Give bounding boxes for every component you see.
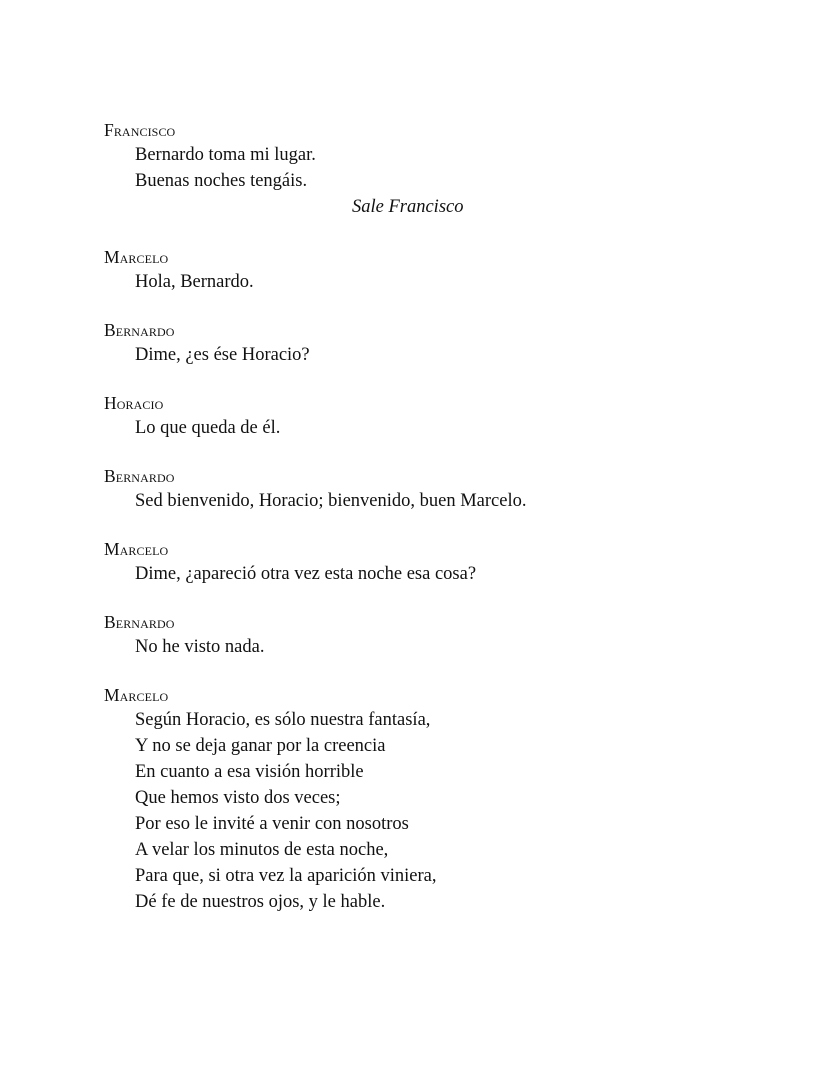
speech-francisco xyxy=(104,118,724,220)
speech-line: En cuanto a esa visión horrible xyxy=(135,762,364,782)
speech-line: Bernardo toma mi lugar. xyxy=(135,145,316,165)
speech-lines xyxy=(104,488,724,514)
speech-line: No he visto nada. xyxy=(135,637,265,657)
speech-line: Por eso le invité a venir con nosotros xyxy=(135,814,409,834)
speaker-name: Francisco xyxy=(104,120,176,140)
speech-line: Según Horacio, es sólo nuestra fantasía, xyxy=(135,710,431,730)
speech-lines xyxy=(104,342,724,368)
speaker-name: Bernardo xyxy=(104,612,175,632)
speech-line: Para que, si otra vez la aparición viniera, xyxy=(135,866,437,886)
speech-lines xyxy=(104,269,724,295)
speech-line: Lo que queda de él. xyxy=(135,418,281,438)
speech-bernardo-2 xyxy=(104,464,724,514)
speech-lines xyxy=(104,707,724,915)
speech-line: Que hemos visto dos veces; xyxy=(135,788,341,808)
speech-horacio-1 xyxy=(104,391,724,441)
speech-lines xyxy=(104,142,724,194)
speech-line: Hola, Bernardo. xyxy=(135,272,254,292)
speech-marcelo-1 xyxy=(104,245,724,295)
speech-line: Y no se deja ganar por la creencia xyxy=(135,736,386,756)
speaker-name: Bernardo xyxy=(104,466,175,486)
speech-line: Sed bienvenido, Horacio; bienvenido, buen Marcelo. xyxy=(135,491,527,511)
speaker-name: Bernardo xyxy=(104,320,175,340)
speaker-name: Marcelo xyxy=(104,539,169,559)
speech-lines xyxy=(104,634,724,660)
speech-lines xyxy=(104,415,724,441)
speech-line: Dime, ¿es ése Horacio? xyxy=(135,345,310,365)
speech-marcelo-3 xyxy=(104,683,724,915)
speech-line: A velar los minutos de esta noche, xyxy=(135,840,389,860)
speech-marcelo-2 xyxy=(104,537,724,587)
stage-direction: Sale Francisco xyxy=(352,197,464,217)
speech-line: Dime, ¿apareció otra vez esta noche esa cosa? xyxy=(135,564,477,584)
speech-line: Dé fe de nuestros ojos, y le hable. xyxy=(135,892,386,912)
speech-line: Buenas noches tengáis. xyxy=(135,171,308,191)
speaker-name: Marcelo xyxy=(104,247,169,267)
speech-bernardo-3 xyxy=(104,610,724,660)
speaker-name: Marcelo xyxy=(104,685,169,705)
speech-bernardo-1 xyxy=(104,318,724,368)
script-page xyxy=(104,118,724,915)
speaker-name: Horacio xyxy=(104,393,164,413)
speech-lines xyxy=(104,561,724,587)
